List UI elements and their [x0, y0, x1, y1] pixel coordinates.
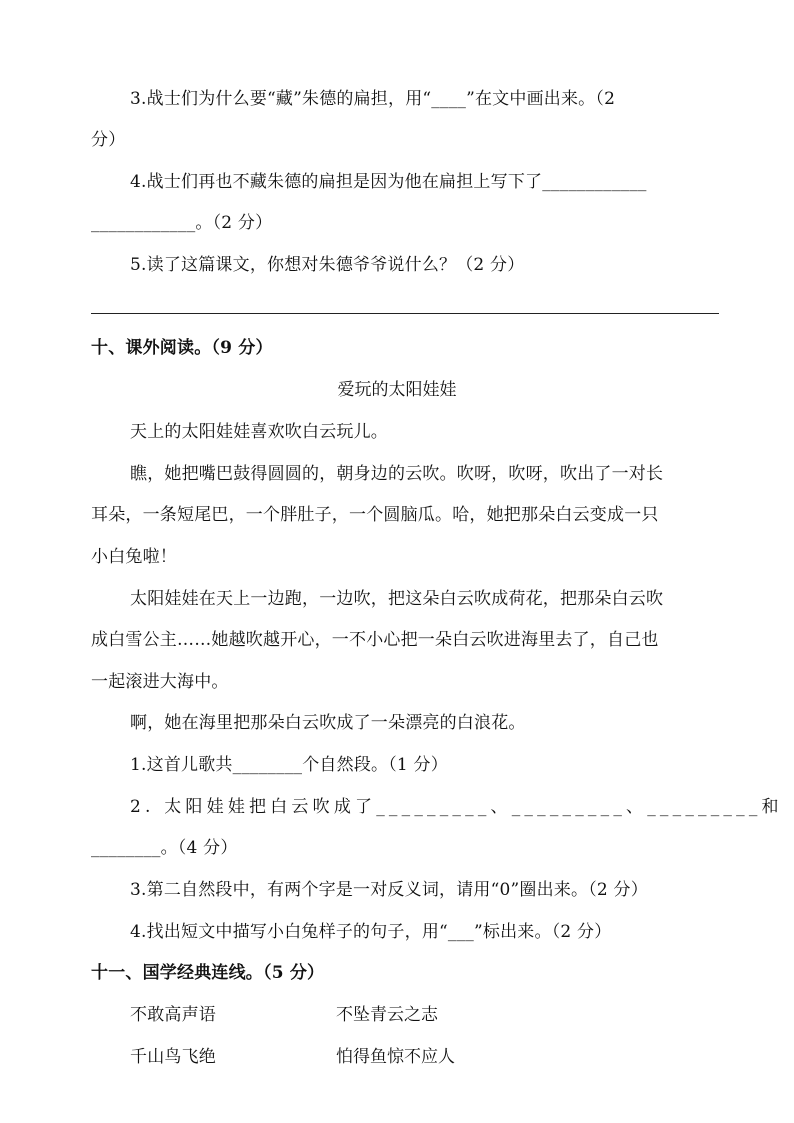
- story-paragraph-4: 啊，她在海里把那朵白云吹成了一朵漂亮的白浪花。: [130, 713, 526, 733]
- section-10-heading: 十、课外阅读。（9 分）: [91, 338, 273, 358]
- question-9-3: 3.战士们为什么要“藏”朱德的扁担，用“____”在文中画出来。（2: [130, 89, 616, 109]
- question-10-4: 4.找出短文中描写小白兔样子的句子，用“___”标出来。（2 分）: [130, 922, 612, 942]
- match-left-item: 千山鸟飞绝: [130, 1047, 216, 1067]
- question-10-1: 1.这首儿歌共________个自然段。（1 分）: [130, 755, 448, 775]
- story-paragraph-2-line-2: 耳朵，一条短尾巴，一个胖肚子，一个圆脑瓜。哈，她把那朵白云变成一只: [91, 505, 659, 525]
- question-9-4: 4.战士们再也不藏朱德的扁担是因为他在扁担上写下了____________: [130, 172, 647, 192]
- question-10-2-continued: ________。（4 分）: [91, 838, 238, 858]
- match-right-item: 不坠青云之志: [336, 1005, 438, 1025]
- question-9-3-continued: 分）: [91, 130, 126, 150]
- question-10-2: 2. 太阳娃娃把白云吹成了_________、_________、_________和: [130, 797, 783, 817]
- story-paragraph-3-line-2: 成白雪公主……她越吹越开心，一不小心把一朵白云吹进海里去了，自己也: [91, 630, 659, 650]
- story-paragraph-3-line-1: 太阳娃娃在天上一边跑，一边吹，把这朵白云吹成荷花，把那朵白云吹: [130, 589, 664, 609]
- question-9-4-continued: ____________。（2 分）: [91, 213, 273, 233]
- story-paragraph-2-line-3: 小白兔啦！: [91, 547, 177, 567]
- story-paragraph-1: 天上的太阳娃娃喜欢吹白云玩儿。: [130, 422, 388, 442]
- match-right-item: 怕得鱼惊不应人: [336, 1047, 455, 1067]
- section-11-heading: 十一、国学经典连线。（5 分）: [91, 963, 325, 983]
- story-paragraph-3-line-3: 一起滚进大海中。: [91, 672, 229, 692]
- answer-line: [91, 313, 719, 314]
- story-title: 爱玩的太阳娃娃: [337, 380, 457, 400]
- match-left-item: 不敢高声语: [130, 1005, 216, 1025]
- question-9-5: 5.读了这篇课文，你想对朱德爷爷说什么？（2 分）: [130, 255, 525, 275]
- story-paragraph-2-line-1: 瞧，她把嘴巴鼓得圆圆的，朝身边的云吹。吹呀，吹呀，吹出了一对长: [130, 464, 664, 484]
- question-10-3: 3.第二自然段中，有两个字是一对反义词，请用“0”圈出来。（2 分）: [130, 880, 648, 900]
